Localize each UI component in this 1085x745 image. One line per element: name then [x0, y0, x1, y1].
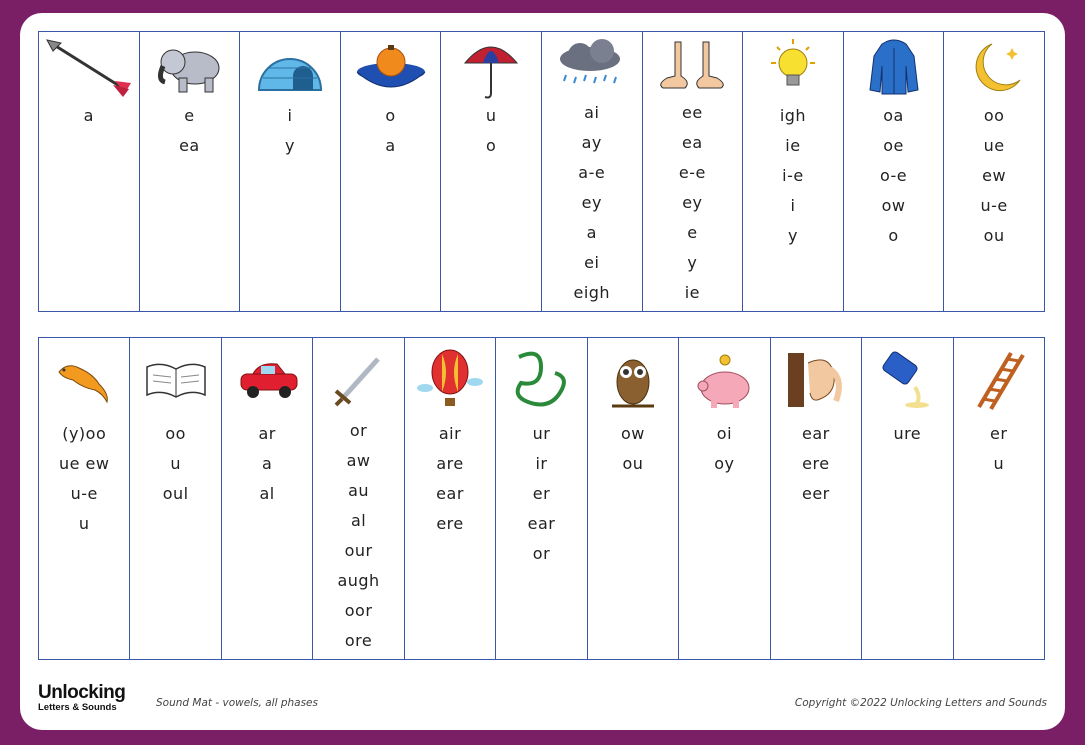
grapheme: ea — [179, 136, 200, 155]
logo-subtitle: Letters & Sounds — [38, 702, 117, 713]
grapheme: or — [349, 421, 368, 440]
grapheme: ur — [532, 424, 551, 443]
grapheme: ea — [682, 133, 703, 152]
ear-icon — [771, 342, 861, 418]
hot-air-balloon-icon — [405, 342, 495, 418]
grapheme: oo — [165, 424, 186, 443]
grapheme: ear — [801, 424, 830, 443]
grapheme: ow — [621, 424, 645, 443]
grapheme-list — [893, 422, 921, 452]
logo-wordmark: Unlocking — [38, 682, 126, 703]
grapheme: (y)oo — [62, 424, 107, 443]
sound-column — [944, 32, 1044, 311]
grapheme: ear — [436, 484, 464, 503]
grapheme: i — [790, 196, 796, 215]
sound-column — [844, 32, 945, 311]
grapheme: ey — [581, 193, 602, 212]
rain-cloud-icon — [542, 32, 642, 101]
grapheme: u — [78, 514, 90, 533]
sound-column — [222, 338, 313, 659]
grapheme-list — [486, 104, 497, 164]
grapheme: augh — [337, 571, 380, 590]
grapheme: ue — [983, 136, 1005, 155]
grapheme: ear — [527, 514, 556, 533]
grapheme: i — [287, 106, 293, 125]
grapheme: u-e — [70, 484, 98, 503]
grapheme: ou — [983, 226, 1005, 245]
grapheme: al — [350, 511, 367, 530]
grapheme: oo — [983, 106, 1005, 125]
grapheme: oy — [714, 454, 735, 473]
grapheme: u — [993, 454, 1005, 473]
grapheme-list — [285, 104, 295, 164]
grapheme: e — [184, 106, 195, 125]
grapheme-list — [258, 422, 275, 512]
grapheme: our — [344, 541, 373, 560]
grapheme: o-e — [879, 166, 908, 185]
sound-column — [954, 338, 1044, 659]
grapheme: oul — [162, 484, 189, 503]
piggy-bank-icon — [679, 342, 769, 418]
sound-column — [542, 32, 643, 311]
grapheme: ey — [682, 193, 703, 212]
grapheme: ir — [535, 454, 548, 473]
grapheme-list — [528, 422, 556, 572]
grapheme: ere — [436, 514, 464, 533]
grapheme: er — [990, 424, 1008, 443]
grapheme: y — [285, 136, 295, 155]
grapheme: ie — [684, 283, 700, 302]
umbrella-icon — [441, 32, 541, 104]
grapheme: ew — [982, 166, 1007, 185]
grapheme: aw — [346, 451, 371, 470]
grapheme: ure — [893, 424, 922, 443]
grapheme: oor — [344, 601, 373, 620]
grapheme: a — [261, 454, 273, 473]
grapheme: oi — [716, 424, 733, 443]
ladder-icon — [954, 342, 1044, 418]
grapheme: u — [170, 454, 181, 473]
grapheme: al — [259, 484, 275, 503]
grapheme: air — [438, 424, 462, 443]
grapheme: i-e — [782, 166, 804, 185]
sound-column — [39, 338, 130, 659]
unlocking-logo — [38, 683, 125, 713]
grapheme: igh — [779, 106, 807, 125]
grapheme: au — [348, 481, 370, 500]
grapheme-list — [436, 422, 464, 542]
mat-caption: Sound Mat - vowels, all phases — [156, 697, 318, 709]
grapheme-list — [990, 422, 1007, 482]
vowel-table-row-2 — [38, 337, 1045, 660]
sword-icon — [313, 342, 403, 415]
grapheme: ay — [581, 133, 602, 152]
sound-column — [140, 32, 241, 311]
sound-column — [313, 338, 404, 659]
squiggle-icon — [496, 342, 586, 418]
grapheme-list — [880, 104, 907, 254]
sound-column — [743, 32, 844, 311]
grapheme-list — [679, 101, 706, 311]
grapheme: eer — [801, 484, 830, 503]
book-icon — [130, 342, 220, 418]
grapheme: o — [385, 106, 396, 125]
grapheme-list — [163, 422, 189, 512]
grapheme: e — [687, 223, 698, 242]
grapheme: a — [83, 106, 94, 125]
moon-icon — [944, 32, 1044, 104]
sound-column — [643, 32, 744, 311]
grapheme: a-e — [578, 163, 606, 182]
grapheme: ow — [881, 196, 906, 215]
grapheme: y — [787, 226, 798, 245]
grapheme: er — [532, 484, 551, 503]
igloo-icon — [240, 32, 340, 104]
grapheme-list — [714, 422, 734, 482]
sound-column — [588, 338, 679, 659]
grapheme: ar — [258, 424, 276, 443]
feet-icon — [643, 32, 743, 101]
grapheme: eigh — [573, 283, 611, 302]
owl-icon — [588, 342, 678, 418]
grapheme: o — [888, 226, 899, 245]
orange-icon — [341, 32, 441, 104]
grapheme-list — [573, 101, 610, 311]
arrow-icon — [39, 32, 139, 104]
sound-column — [240, 32, 341, 311]
grapheme: ie — [785, 136, 801, 155]
sound-column — [130, 338, 221, 659]
grapheme: y — [687, 253, 698, 272]
grapheme: ere — [802, 454, 830, 473]
grapheme-list — [981, 104, 1008, 254]
coat-icon — [844, 32, 944, 104]
light-bulb-icon — [743, 32, 843, 104]
grapheme: or — [532, 544, 551, 563]
glue-icon — [862, 342, 952, 418]
grapheme-list — [385, 104, 395, 164]
sound-column — [39, 32, 140, 311]
sound-column — [341, 32, 442, 311]
grapheme: ei — [584, 253, 600, 272]
grapheme: ore — [344, 631, 373, 650]
car-icon — [222, 342, 312, 418]
grapheme: oe — [883, 136, 904, 155]
sound-column — [679, 338, 770, 659]
grapheme-list — [59, 422, 110, 542]
grapheme-list — [179, 104, 200, 164]
grapheme: ou — [622, 454, 644, 473]
vowel-table-row-1 — [38, 31, 1045, 312]
grapheme: ee — [682, 103, 703, 122]
lizard-icon — [39, 342, 129, 418]
grapheme: u — [485, 106, 497, 125]
grapheme: o — [486, 136, 497, 155]
grapheme: oa — [883, 106, 904, 125]
grapheme: u-e — [980, 196, 1008, 215]
grapheme-list — [802, 422, 830, 512]
grapheme: ue ew — [58, 454, 110, 473]
elephant-icon — [140, 32, 240, 104]
grapheme: ai — [584, 103, 600, 122]
sound-column — [496, 338, 587, 659]
grapheme: a — [385, 136, 396, 155]
sound-column — [862, 338, 953, 659]
sound-column — [405, 338, 496, 659]
grapheme-list — [84, 104, 94, 134]
grapheme-list — [621, 422, 645, 482]
grapheme: are — [436, 454, 464, 473]
grapheme-list — [780, 104, 806, 254]
grapheme: e-e — [678, 163, 706, 182]
grapheme-list — [337, 419, 379, 659]
sound-column — [771, 338, 862, 659]
copyright-notice: Copyright ©2022 Unlocking Letters and Sounds — [794, 697, 1047, 709]
sound-column — [441, 32, 542, 311]
grapheme: a — [586, 223, 597, 242]
